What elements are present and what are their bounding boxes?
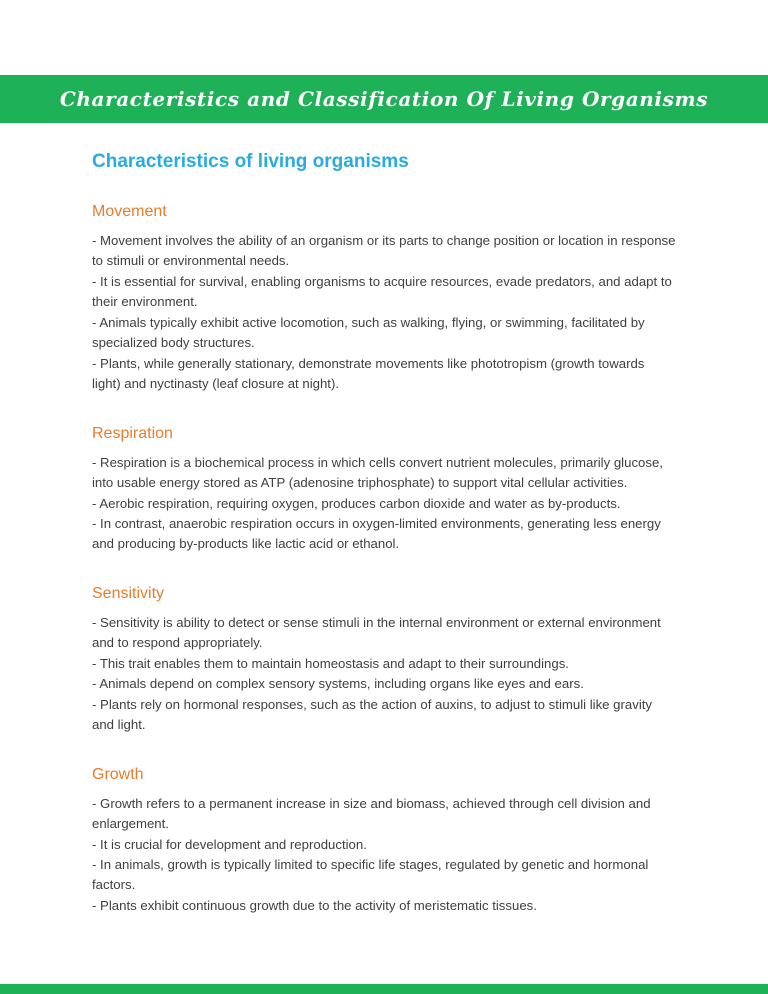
paragraph: - Respiration is a biochemical process in which cells convert nutrient molecules, primarily glucose, into usable energy stored as ATP (adenosine triphosphate) to support vital cellular activities.: [92, 454, 663, 491]
page-title: Characteristics of living organisms: [92, 151, 409, 172]
paragraph: - It is crucial for development and reproduction.: [92, 836, 367, 852]
section-title: Sensitivity: [92, 584, 165, 602]
paragraph: - It is essential for survival, enabling organisms to acquire resources, evade predators, and adapt to their environment.: [92, 273, 672, 310]
paragraph: - Plants rely on hormonal responses, such as the action of auxins, to adjust to stimuli like gravity and light.: [92, 696, 653, 733]
paragraph: - Plants exhibit continuous growth due to the activity of meristematic tissues.: [92, 897, 537, 913]
section-respiration: [92, 425, 676, 555]
paragraph: - In contrast, anaerobic respiration occurs in oxygen-limited environments, generating less energy and producing by-products like lactic acid or ethanol.: [92, 515, 661, 552]
section-growth: [92, 766, 676, 917]
section-movement: [92, 203, 676, 395]
section-body: [92, 613, 676, 736]
paragraph: - Animals typically exhibit active locomotion, such as walking, flying, or swimming, facilitated by specialized body structures.: [92, 314, 645, 351]
paragraph: - Animals depend on complex sensory systems, including organs like eyes and ears.: [92, 676, 584, 692]
footer-bar: [0, 984, 768, 994]
section-title: Respiration: [92, 424, 173, 442]
paragraph: - Aerobic respiration, requiring oxygen, produces carbon dioxide and water as by-products.: [92, 495, 621, 511]
paragraph: - Growth refers to a permanent increase in size and biomass, achieved through cell division and enlargement.: [92, 795, 651, 832]
section-title: Movement: [92, 203, 167, 220]
banner-title: Characteristics and Classification Of Living Organisms: [59, 87, 709, 111]
section-sensitivity: [92, 585, 676, 736]
paragraph: - Plants, while generally stationary, demonstrate movements like phototropism (growth towards light) and nyctinasty (leaf closure at night).: [92, 355, 645, 392]
section-body: [92, 794, 676, 917]
paragraph: - Sensitivity is ability to detect or sense stimuli in the internal environment or external environment and to respond appropriately.: [92, 614, 661, 651]
section-body: [92, 453, 676, 555]
header-banner: [0, 75, 768, 123]
paragraph: - Movement involves the ability of an organism or its parts to change position or location in response to stimuli or environmental needs.: [92, 233, 676, 269]
paragraph: - This trait enables them to maintain homeostasis and adapt to their surroundings.: [92, 655, 569, 671]
section-title: Growth: [92, 765, 144, 783]
paragraph: - In animals, growth is typically limited to specific life stages, regulated by genetic and hormonal factors.: [92, 856, 649, 893]
document-content: [92, 123, 676, 916]
section-body: [92, 231, 676, 395]
